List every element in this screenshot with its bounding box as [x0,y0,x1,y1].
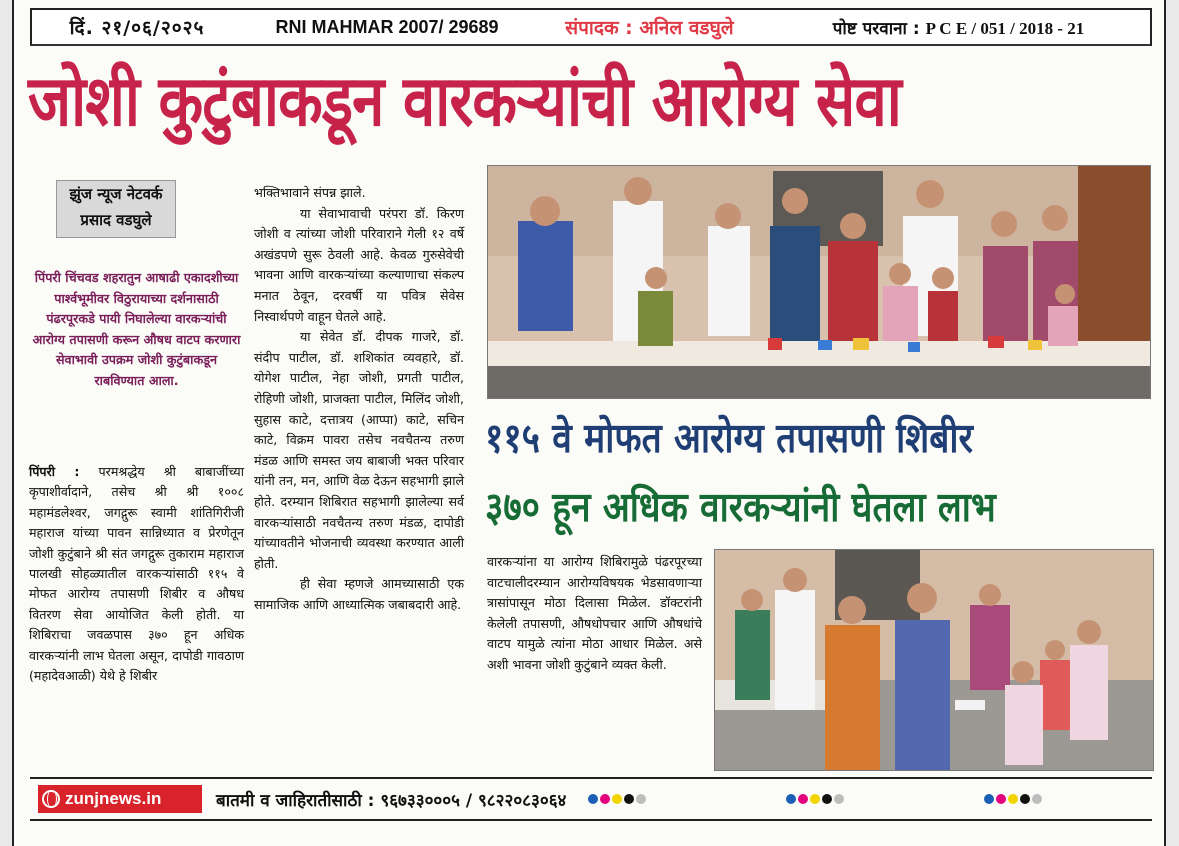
masthead-rule [30,44,1150,46]
registration-dot-icon [798,794,808,804]
registration-dot-icon [822,794,832,804]
photo-medicine-distribution [714,549,1154,771]
column-2-paragraph: भक्तिभावाने संपन्न झाले. [254,185,366,200]
globe-icon [42,790,60,808]
main-headline: जोशी कुटुंबाकडून वारकऱ्यांची आरोग्य सेवा [28,60,902,142]
byline-box [56,180,176,238]
registration-dot-icon [636,794,646,804]
contact-numbers: बातमी व जाहिरातीसाठी : ९६७३३०००५ / ९८२२०८३०६४ [216,790,567,811]
website-logo[interactable] [38,785,202,813]
byline-reporter: प्रसाद वडघुले [80,211,152,229]
registration-dot-icon [984,794,994,804]
registration-dot-icon [624,794,634,804]
registration-dot-icon [1020,794,1030,804]
registration-dot-icon [834,794,844,804]
article-column-3: वारकऱ्यांना या आरोग्य शिबिरामुळे पंढरपूरच्या वाटचालीदरम्यान आरोग्यविषयक भेडसावणाऱ्या त्रासांपासून मोठा दिलासा मिळेल. डॉक्टरांनी केलेली तपासणी, औषधोपचार आणि औषधांचे वाटप यामुळे त्यांना मोठा आधार मिळेल. असे अशी भावना जोशी कुटुंबाने व्यक्त केली. [487,554,702,672]
column-2-paragraph: या सेवेत डॉ. दीपक गाजरे, डॉ. संदीप पाटील, डॉ. शशिकांत व्यवहारे, डॉ. योगेश पाटील, नेहा जोशी, प्रगती पाटील, रोहिणी जोशी, प्राजक्ता पाटील, मिलिंद जोशी, सुहास काटे, दत्तात्रय (आप्पा) काटे, सचिन काटे, विक्रम पावरा तसेच नवचैतन्य तरुण मंडळ आणि समस्त जय बाबाजी भक्त परिवार यांनी तन, मन, आणि वेळ देऊन सहभागी झाले होते. दरम्यान शिबिरात सहभागी झालेल्या सर्व वारकऱ्यांसाठी नवचैतन्य तरुण मंडळ, दापोडी यांच्यावतीने भोजनाची व्यवस्था करण्यात आली होती. [254,329,464,571]
registration-dot-icon [996,794,1006,804]
registration-marks [984,794,1042,804]
column-1-text: परमश्रद्धेय श्री बाबाजींच्या कृपाशीर्वादाने, तसेच श्री श्री १००८ महामंडलेश्वर, जगद्गुरू स्वामी शांतिगिरीजी महाराज यांच्या पावन सान्निध्यात व प्रेरणेतून जोशी कुटुंबाने श्री संत जगद्गुरू तुकाराम महाराज पालखी सोहळ्यातील वारकऱ्यांसाठी ११५ वे मोफत आरोग्य तपासणी शिबीर व औषध वितरण सेवा आयोजित केली होती. या शिबिराचा जवळपास ३७० हून अधिक वारकऱ्यांनी लाभ घेतला असून, दापोडी गावठाण (महादेवआळी) येथे हे शिबीर [29,464,244,684]
column-2-paragraph: या सेवाभावाची परंपरा डॉ. किरण जोशी व त्यांच्या जोशी परिवाराने गेली १२ वर्षे अखंडपणे सुरू ठेवली आहे. केवळ गुरुसेवेची भावना आणि वारकऱ्यांच्या कल्याणाचा संकल्प मनात ठेवून, दरवर्षी या पवित्र सेवेस निस्वार्थपणे वाहून घेतले आहे. [254,205,464,324]
group-photo-doctors [487,165,1151,399]
registration-marks [588,794,646,804]
permit-label: पोष्ट परवाना : [832,18,920,39]
dateline: पिंपरी : [29,464,80,479]
registration-dot-icon [600,794,610,804]
byline-network: झुंज न्यूज नेटवर्क [69,185,163,203]
registration-dot-icon [588,794,598,804]
registration-dot-icon [612,794,622,804]
registration-dot-icon [1032,794,1042,804]
intro-summary: पिंपरी चिंचवड शहरातुन आषाढी एकादशीच्या पार्श्वभूमीवर विठुरायाच्या दर्शनासाठी पंढरपूरकडे पायी निघालेल्या वारकऱ्यांची आरोग्य तपासणी करून औषध वाटप करणारा सेवाभावी उपक्रम जोशी कुटुंबाकडून राबविण्यात आला. [32,270,241,388]
article-column-1 [29,462,244,686]
postal-permit [767,16,1150,39]
issue-date: दिं. २१/०६/२०२५ [69,17,205,39]
registration-dot-icon [810,794,820,804]
registration-dot-icon [786,794,796,804]
editor-name: संपादक : अनिल वडघुले [565,17,734,39]
masthead [30,8,1152,46]
permit-code: P C E / 051 / 2018 - 21 [925,18,1085,38]
website-name: zunjnews.in [65,789,162,808]
article-column-2 [254,183,464,615]
subheadline-camp: ११५ वे मोफत आरोग्य तपासणी शिबीर [485,414,973,462]
column-2-paragraph: ही सेवा म्हणजे आमच्यासाठी एक सामाजिक आणि आध्यात्मिक जबाबदारी आहे. [254,576,464,612]
registration-dot-icon [1008,794,1018,804]
footer-bar [30,777,1152,821]
rni-number: RNI MAHMAR 2007/ 29689 [275,16,499,37]
registration-marks [786,794,844,804]
subheadline-beneficiaries: ३७० हून अधिक वारकऱ्यांनी घेतला लाभ [485,483,996,531]
